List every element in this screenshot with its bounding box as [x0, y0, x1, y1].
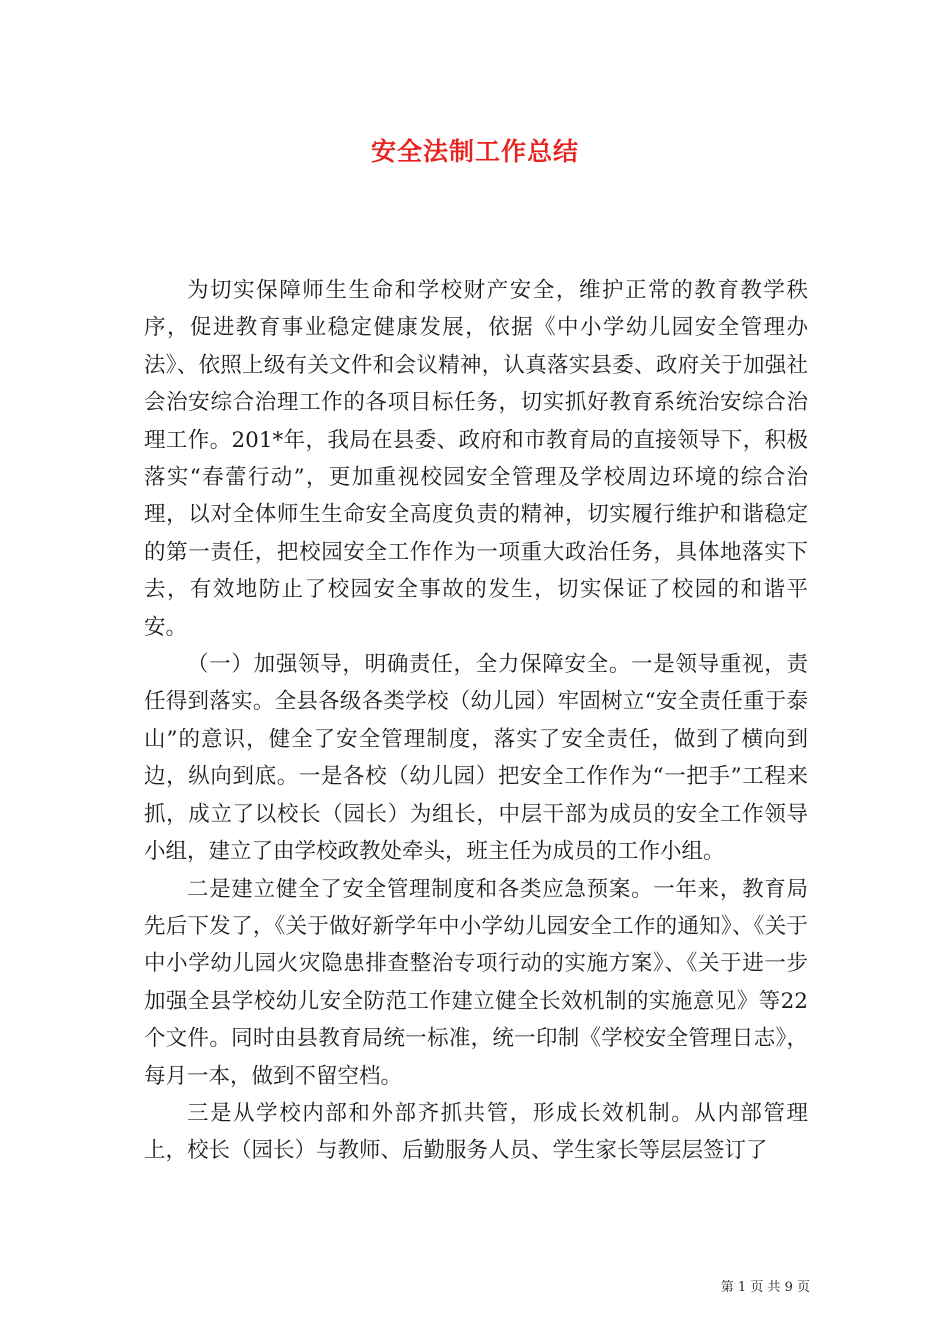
document-title: 安全法制工作总结	[370, 137, 579, 166]
document-body	[144, 272, 808, 1170]
paragraph-intro: 为切实保障师生生命和学校财产安全，维护正常的教育教学秩序，促进教育事业稳定健康发展，依据《中小学幼儿园安全管理办法》、依照上级有关文件和会议精神，认真落实县委、政府关于加强社会治安综合治理工作的各项目标任务，切实抓好教育系统治安综合治理工作。201*年，我局在县委、政府和市教育局的直接领导下，积极落实“春蕾行动”，更加重视校园安全管理及学校周边环境的综合治理，以对全体师生生命安全高度负责的精神，切实履行维护和谐稳定的第一责任，把校园安全工作作为一项重大政治任务，具体地落实下去，有效地防止了校园安全事故的发生，切实保证了校园的和谐平安。	[144, 278, 808, 640]
page-number-footer: 第 1 页 共 9 页	[720, 1280, 810, 1295]
paragraph-management-system: 二是建立健全了安全管理制度和各类应急预案。一年来，教育局先后下发了，《关于做好新学年中小学幼儿园安全工作的通知》、《关于中小学幼儿园火灾隐患排查整治专项行动的实施方案》、《关于进一步加强全县学校幼儿安全防范工作建立健全长效机制的实施意见》等22个文件。同时由县教育局统一标准，统一印制《学校安全管理日志》，每月一本，做到不留空档。	[144, 876, 808, 1089]
paragraph-leadership: （一）加强领导，明确责任，全力保障安全。一是领导重视，责任得到落实。全县各级各类学校（幼儿园）牢固树立“安全责任重于泰山”的意识，健全了安全管理制度，落实了安全责任，做到了横向到边，纵向到底。一是各校（幼儿园）把安全工作作为“一把手”工程来抓，成立了以校长（园长）为组长，中层干部为成员的安全工作领导小组，建立了由学校政教处牵头，班主任为成员的工作小组。	[144, 652, 808, 865]
paragraph-joint-management: 三是从学校内部和外部齐抓共管，形成长效机制。从内部管理上，校长（园长）与教师、后勤服务人员、学生家长等层层签订了	[144, 1100, 808, 1164]
